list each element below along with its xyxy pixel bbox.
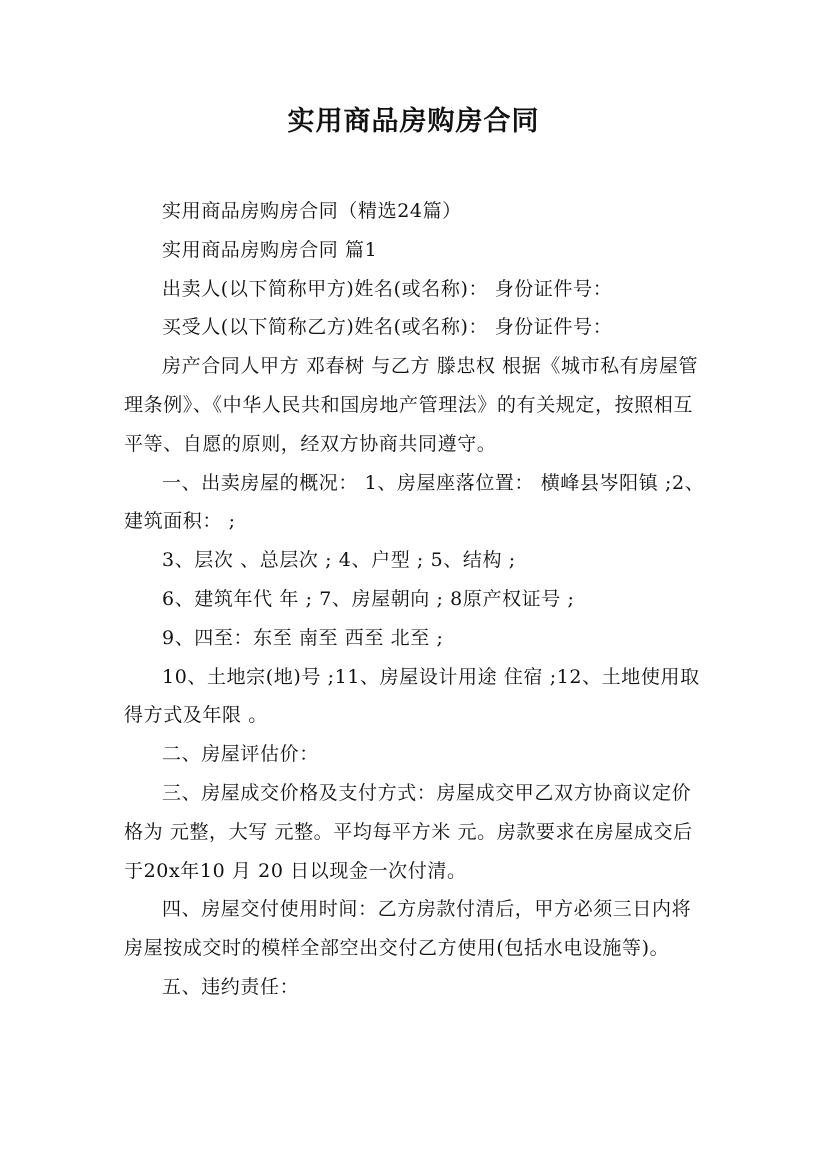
paragraph: 房产合同人甲方 邓春树 与乙方 滕忠权 根据《城市私有房屋管理条例》、《中华人民共和国房地产管理法》的有关规定，按照相互平等、自愿的原则，经双方协商共同遵守。 [124,355,699,455]
paragraph: 二、房屋评估价： [162,743,319,766]
paragraph: 出卖人(以下简称甲方)姓名(或名称)： 身份证件号： [162,277,613,300]
paragraph: 五、违约责任： [162,975,300,998]
paragraph: 6、建筑年代 年 ; 7、房屋朝向 ; 8原产权证号 ; [162,587,575,610]
paragraph: 实用商品房购房合同 篇1 [162,238,378,261]
paragraph: 10、土地宗(地)号 ;11、房屋设计用途 住宿 ;12、土地使用取得方式及年限 。 [124,665,700,727]
paragraph: 买受人(以下简称乙方)姓名(或名称)： 身份证件号： [162,316,613,339]
paragraph: 实用商品房购房合同（精选24篇） [162,200,462,222]
paragraph: 3、层次 、总层次 ; 4、户型 ; 5、结构 ; [162,549,516,572]
document-title: 实用商品房购房合同 [287,106,540,137]
paragraph: 9、四至：东至 南至 西至 北至 ; [162,626,444,649]
document-body [124,192,706,1007]
paragraph: 一、出卖房屋的概况： 1、房屋座落位置： 横峰县岑阳镇 ;2、建筑面积： ; [124,471,705,533]
paragraph: 四、房屋交付使用时间：乙方房款付清后，甲方必须三日内将房屋按成交时的模样全部空出交付乙方使用(包括水电设施等)。 [124,898,692,960]
paragraph: 三、房屋成交价格及支付方式：房屋成交甲乙双方协商议定价格为 元整，大写 元整。平均每平方米 元。房款要求在房屋成交后于20x年10 月 20 日以现金一次付清。 [124,781,693,882]
